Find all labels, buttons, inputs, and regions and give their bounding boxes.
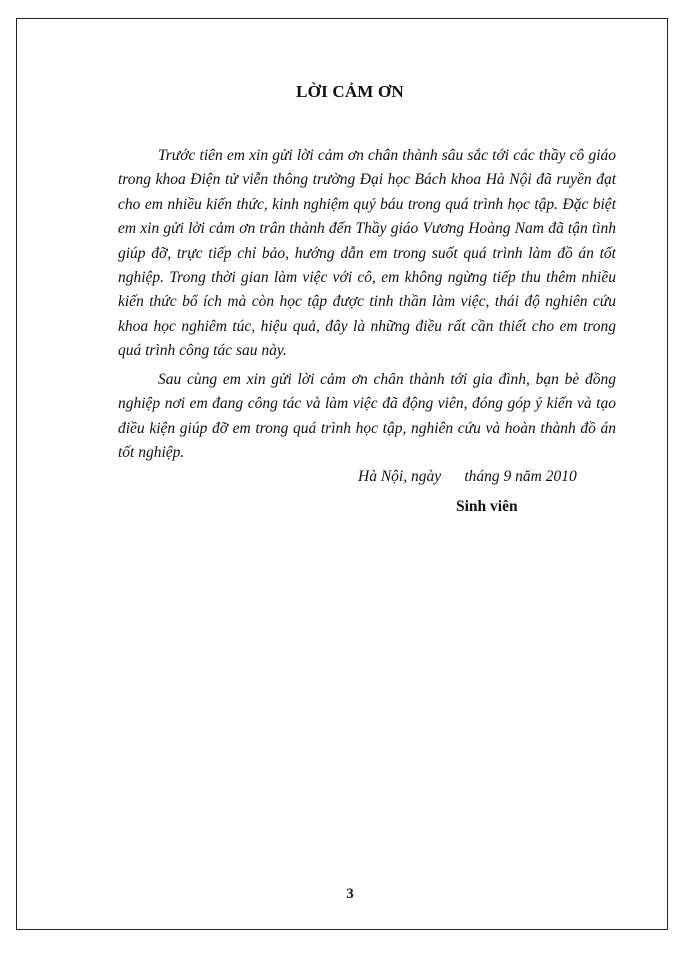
page-title: LỜI CẢM ƠN <box>296 82 404 101</box>
place-date-line: Hà Nội, ngày tháng 9 năm 2010 <box>358 468 577 485</box>
signer-label: Sinh viên <box>456 498 518 515</box>
acknowledgement-paragraph-1: Trước tiên em xin gửi lời cảm ơn chân thành sâu sắc tới các thầy cô giáo trong khoa Điện tử viễn thông trường Đại học Bách khoa Hà Nội đã ruyền đạt cho em nhiều kiến thức, kinh nghiệm quý báu trong quá trình học tập. Đặc biệt em xin gửi lời cảm ơn trân thành đến Thầy giáo Vương Hoàng Nam đã tận tình giúp đỡ, trực tiếp chỉ bảo, hướng dẫn em trong suốt quá trình làm đồ án tốt nghiệp. Trong thời gian làm việc với cô, em không ngừng tiếp thu thêm nhiều kiến thức bổ ích mà còn học tập được tinh thần làm việc, thái độ nghiên cứu khoa học nghiêm túc, hiệu quả, đây là những điều rất cần thiết cho em trong quá trình công tác sau này. <box>118 147 616 360</box>
acknowledgement-paragraph-2: Sau cùng em xin gửi lời cảm ơn chân thành tới gia đình, bạn bè đồng nghiệp nơi em đang công tác và làm việc đã động viên, đóng góp ý kiến và tạo điều kiện giúp đỡ em trong quá trình học tập, nghiên cứu và hoàn thành đồ án tốt nghiệp. <box>118 371 616 462</box>
page-number: 3 <box>346 886 354 902</box>
